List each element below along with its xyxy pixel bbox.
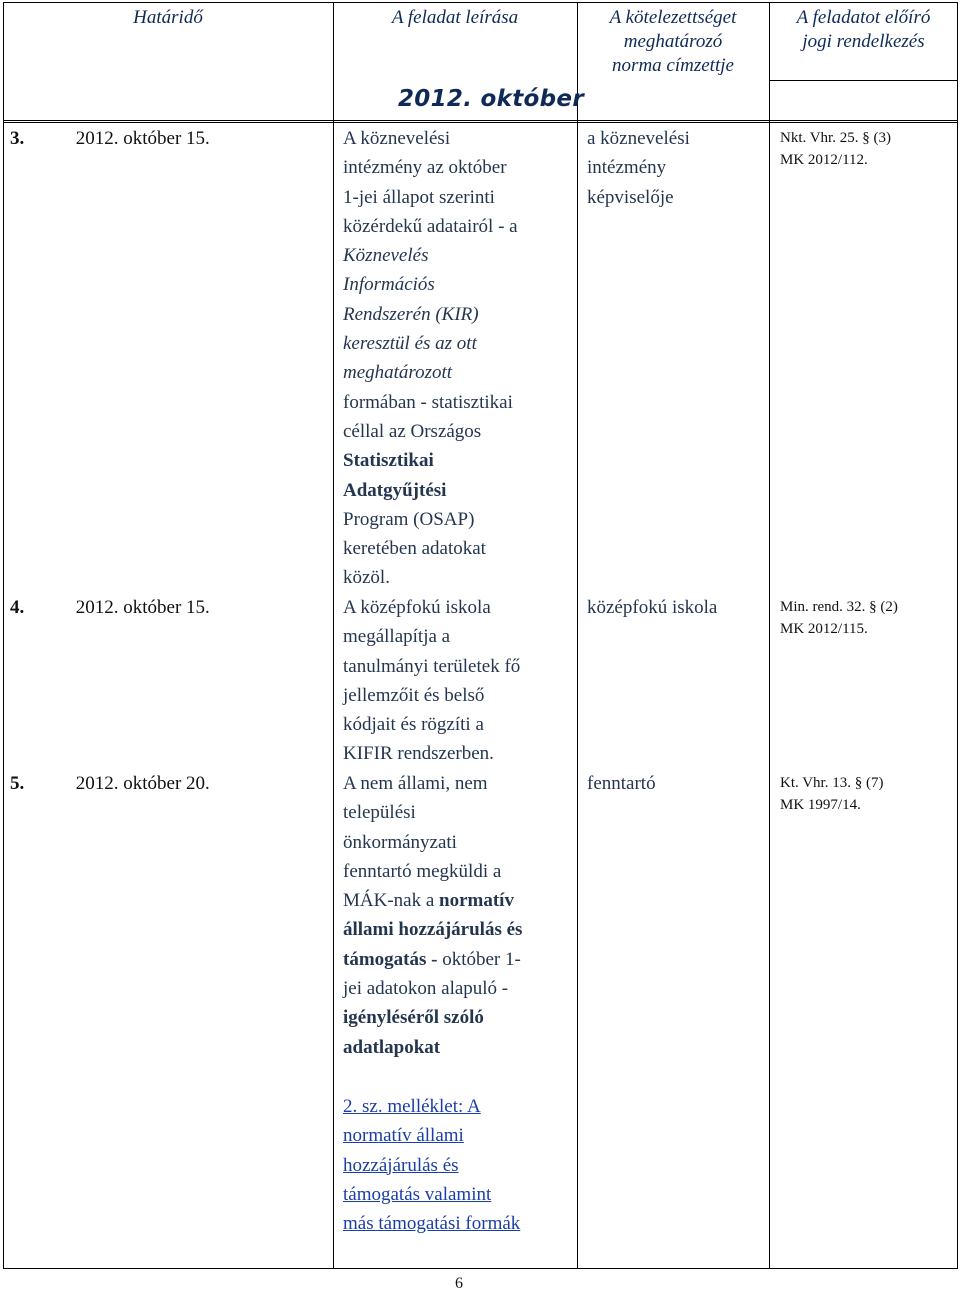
desc-line: tanulmányi területek fő <box>343 655 521 677</box>
header-law <box>769 6 958 54</box>
desc-line: Információs <box>343 274 435 296</box>
row-5-date-cell <box>10 769 330 798</box>
desc-line: keresztül és az ott <box>343 333 477 355</box>
addressee-line: középfokú iskola <box>587 597 718 618</box>
desc-line: Statisztikai <box>343 450 434 472</box>
column-divider-1 <box>333 2 334 1269</box>
row-3-date-cell <box>10 124 330 153</box>
annex-link-line[interactable]: más támogatási formák <box>343 1213 521 1235</box>
header-task <box>333 6 577 30</box>
row-number: 4. <box>10 597 25 618</box>
row-date: 2012. október 20. <box>75 773 210 794</box>
addressee-line: a köznevelési <box>587 128 690 149</box>
header-task-label: A feladat leírása <box>391 7 519 28</box>
annex-link-line[interactable]: hozzájárulás és <box>343 1154 459 1176</box>
annex-link-line[interactable]: támogatás valamint <box>343 1183 492 1205</box>
month-heading: 2012. október <box>398 86 584 112</box>
annex-link-line[interactable]: normatív állami <box>343 1125 464 1147</box>
page-number: 6 <box>455 1275 463 1292</box>
header-addressee-line: A kötelezettséget <box>609 7 737 28</box>
row-5-description <box>343 769 568 1062</box>
desc-line: közérdekű adatairól - a <box>343 215 518 237</box>
annex-link-line[interactable]: 2. sz. melléklet: A <box>343 1096 481 1117</box>
law-line: MK 2012/112. <box>780 152 868 168</box>
desc-line: KIFIR rendszerben. <box>343 743 494 765</box>
desc-line: jellemzőit és belső <box>343 684 485 706</box>
desc-line: települési <box>343 802 416 824</box>
header-law-line: A feladatot előíró <box>796 7 931 28</box>
desc-line: formában - statisztikai <box>343 391 513 413</box>
row-date: 2012. október 15. <box>75 128 210 149</box>
header-addressee-line: meghatározó <box>623 31 723 52</box>
desc-line: állami hozzájárulás és <box>343 919 523 941</box>
desc-line: 1-jei állapot szerinti <box>343 186 495 208</box>
desc-line: Köznevelés <box>343 245 429 267</box>
row-4-law <box>780 596 955 640</box>
row-5-law <box>780 772 955 816</box>
desc-line: igényléséről szóló <box>343 1007 484 1029</box>
law-line: Kt. Vhr. 13. § (7) <box>780 775 884 791</box>
header-addressee <box>577 6 769 78</box>
addressee-line: képviselője <box>587 186 674 208</box>
row-3-addressee <box>587 124 757 212</box>
column-divider-3 <box>769 2 770 1269</box>
desc-line: megállapítja a <box>343 626 451 648</box>
row-number: 3. <box>10 128 25 149</box>
desc-line: adatlapokat <box>343 1036 441 1058</box>
desc-line: Program (OSAP) <box>343 508 475 530</box>
addressee-line: intézmény <box>587 157 667 179</box>
header-addressee-line: norma címzettje <box>612 55 734 76</box>
desc-line: meghatározott <box>343 362 453 384</box>
row-3-law <box>780 127 955 171</box>
desc-line: jei adatokon alapuló - <box>343 978 509 1000</box>
desc-line: A nem állami, nem <box>343 773 488 794</box>
row-4-description <box>343 593 568 769</box>
addressee-line: fenntartó <box>587 773 656 794</box>
desc-line: MÁK-nak a normatív <box>343 890 514 912</box>
desc-line: támogatás - október 1- <box>343 948 521 970</box>
desc-line: kódjait és rögzíti a <box>343 714 484 736</box>
desc-line: Adatgyűjtési <box>343 479 447 501</box>
desc-line: intézmény az október <box>343 157 507 179</box>
desc-line: céllal az Országos <box>343 420 482 442</box>
header-rule <box>769 80 958 81</box>
desc-line: A köznevelési <box>343 128 451 149</box>
row-date: 2012. október 15. <box>75 597 210 618</box>
row-5-addressee <box>587 769 757 798</box>
desc-line: fenntartó megküldi a <box>343 860 502 882</box>
annex-link[interactable] <box>343 1092 573 1238</box>
law-line: Nkt. Vhr. 25. § (3) <box>780 130 891 146</box>
header-deadline-label: Határidő <box>133 7 203 28</box>
desc-line: közöl. <box>343 567 390 589</box>
law-line: Min. rend. 32. § (2) <box>780 599 898 615</box>
law-line: MK 1997/14. <box>780 797 861 813</box>
column-divider-2 <box>577 2 578 1269</box>
header-deadline <box>3 6 333 30</box>
row-number: 5. <box>10 773 25 794</box>
header-law-line: jogi rendelkezés <box>802 31 925 52</box>
desc-line: keretében adatokat <box>343 538 486 560</box>
row-4-addressee <box>587 593 757 622</box>
desc-line: önkormányzati <box>343 831 457 853</box>
header-double-rule <box>3 120 957 123</box>
row-3-description <box>343 124 568 593</box>
desc-line: Rendszerén (KIR) <box>343 303 479 325</box>
desc-line: A középfokú iskola <box>343 597 491 618</box>
row-4-date-cell <box>10 593 330 622</box>
law-line: MK 2012/115. <box>780 621 868 637</box>
